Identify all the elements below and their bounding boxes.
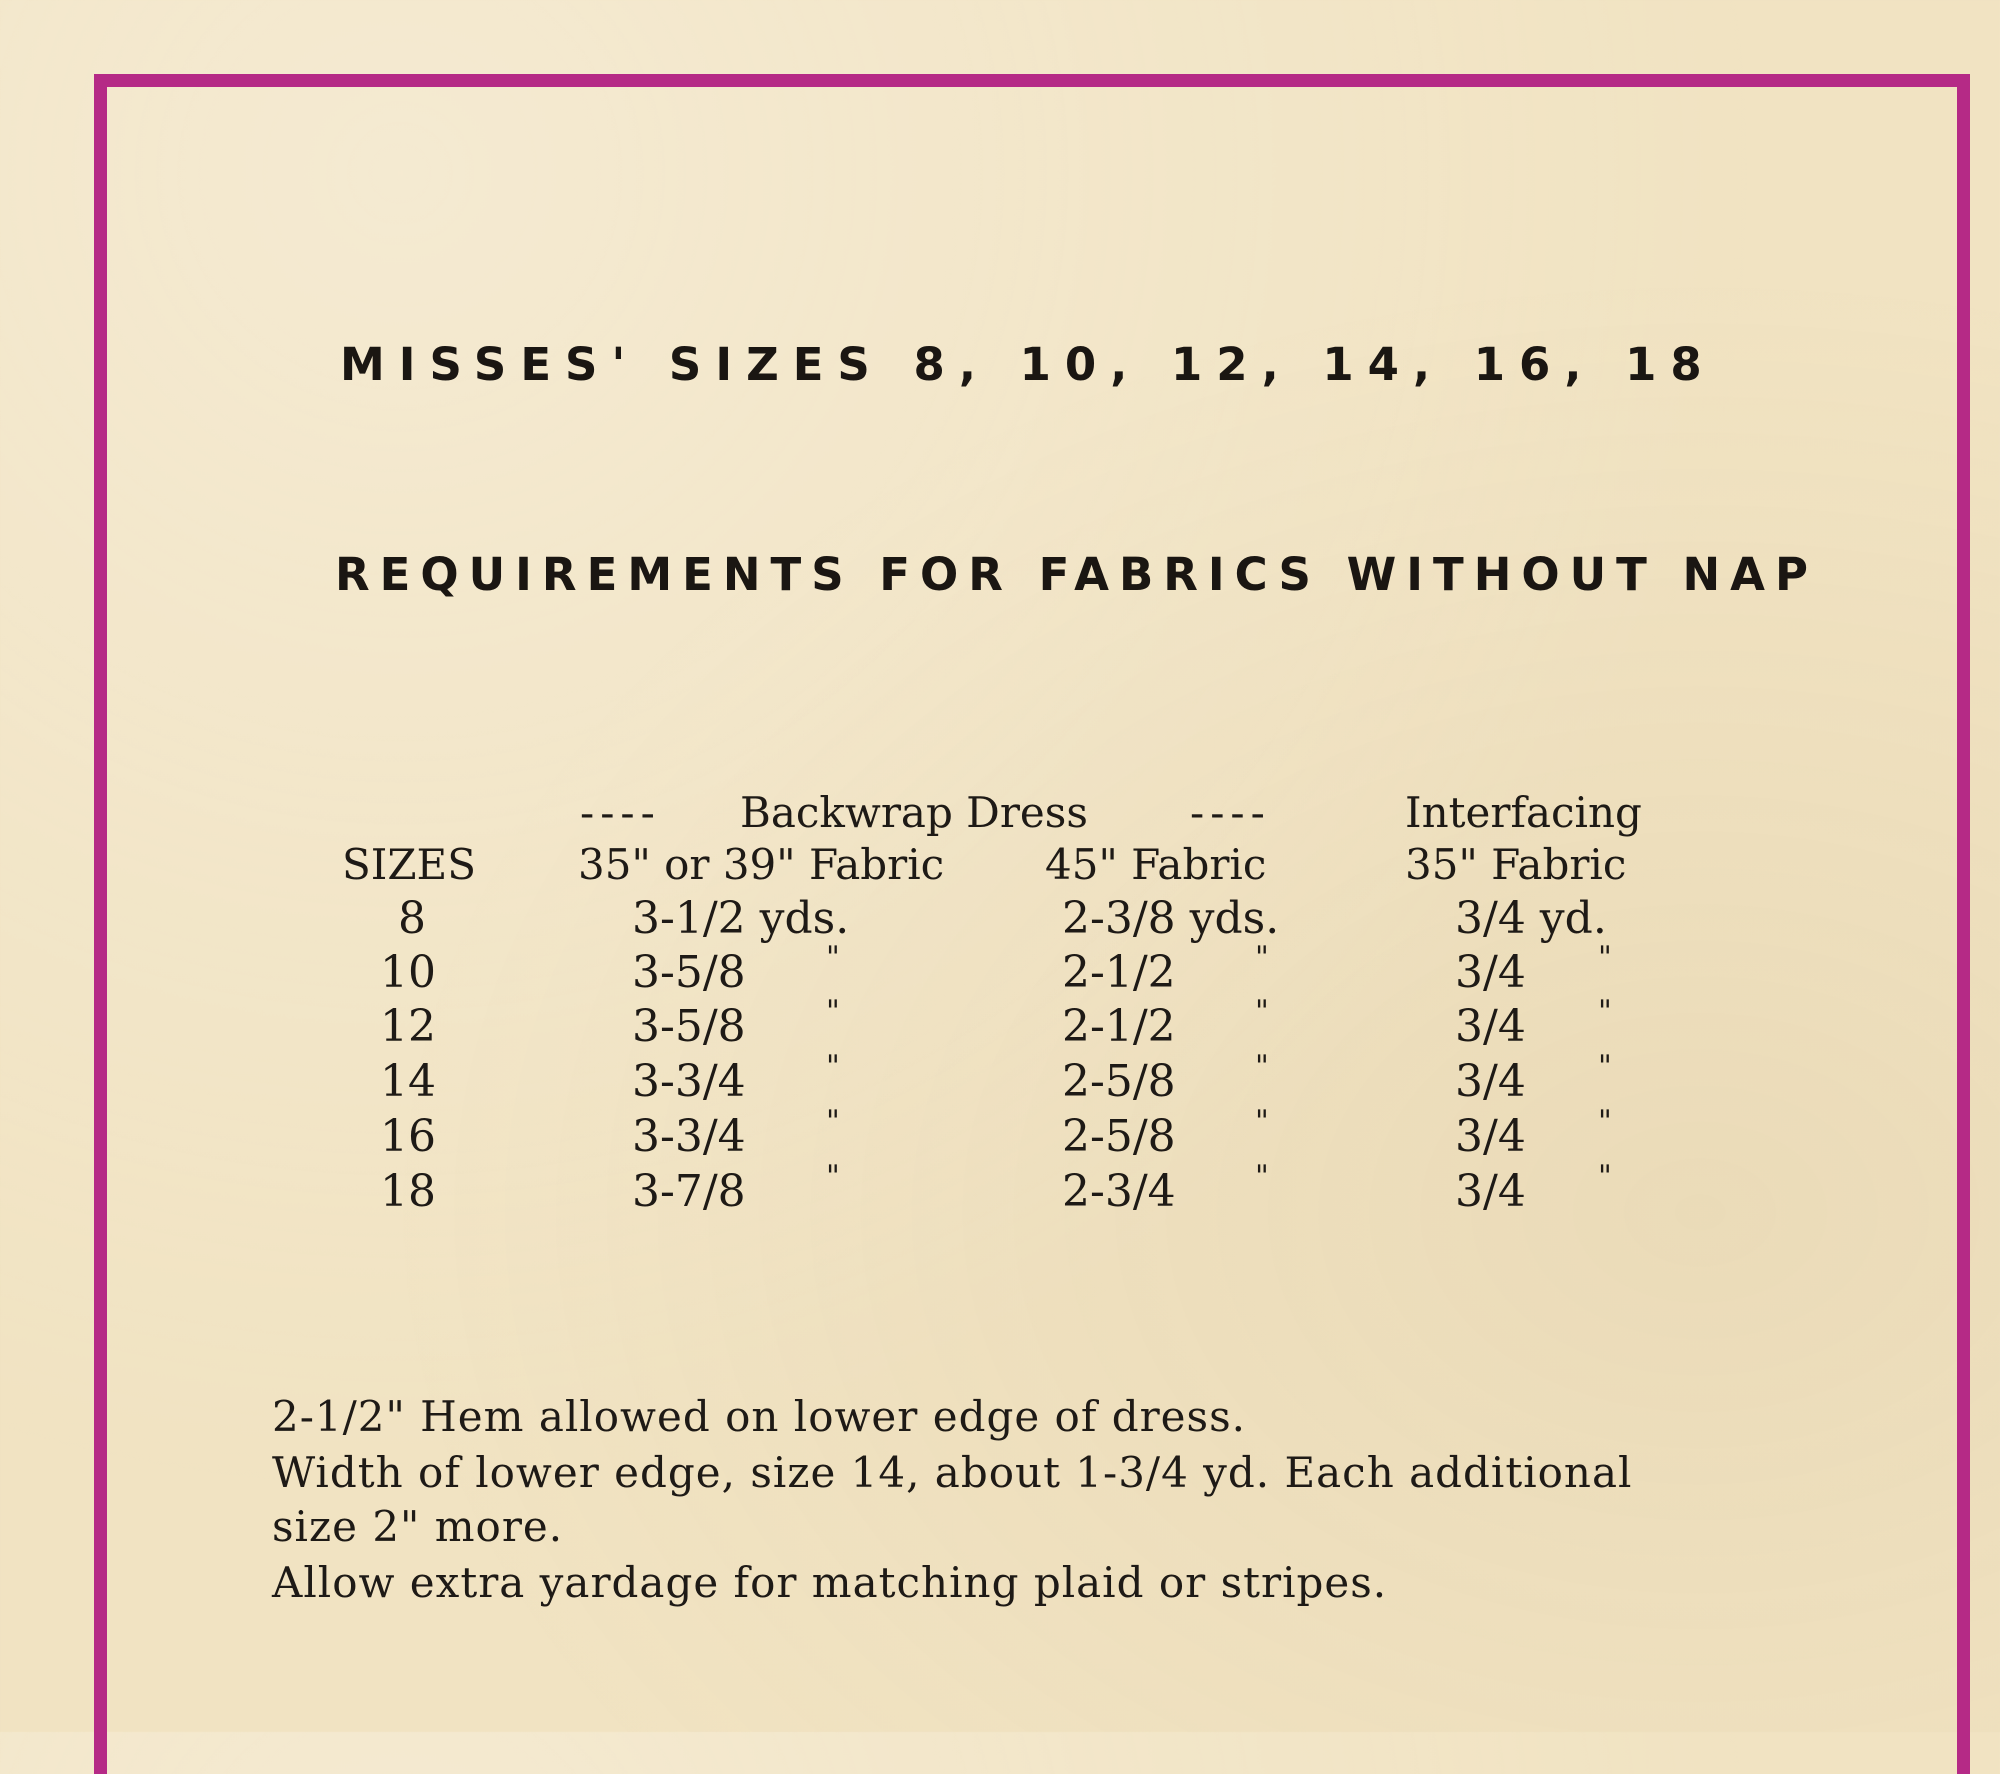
col-header-fabric-35-39: 35" or 39" Fabric <box>578 840 945 889</box>
cell-fabric-45: 2-3/8 yds. <box>1062 893 1280 944</box>
col-header-interfacing-35: 35" Fabric <box>1405 840 1627 889</box>
cell-size: 18 <box>380 1166 436 1217</box>
cell-size: 8 <box>398 893 426 944</box>
cell-fabric-45: 2-1/2 <box>1062 947 1176 998</box>
ditto-mark: " <box>1255 1159 1269 1194</box>
col-header-fabric-45: 45" Fabric <box>1045 840 1267 889</box>
cell-fabric-35-39: 3-5/8 <box>632 1001 746 1052</box>
cell-size: 14 <box>380 1056 436 1107</box>
note-plaid: Allow extra yardage for matching plaid or stripes. <box>272 1558 1388 1607</box>
cell-size: 16 <box>380 1111 436 1162</box>
ditto-mark: " <box>1598 1159 1612 1194</box>
group-dash-right: ---- <box>1190 788 1271 837</box>
col-header-sizes: SIZES <box>342 840 476 889</box>
cell-fabric-45: 2-3/4 <box>1062 1166 1176 1217</box>
cell-interfacing-35: 3/4 <box>1455 1111 1526 1162</box>
cell-fabric-35-39: 3-3/4 <box>632 1111 746 1162</box>
ditto-mark: " <box>826 940 840 975</box>
ditto-mark: " <box>1598 1104 1612 1139</box>
group-dash-left: ---- <box>580 788 661 837</box>
cell-fabric-35-39: 3-5/8 <box>632 947 746 998</box>
cell-interfacing-35: 3/4 <box>1455 1056 1526 1107</box>
cell-fabric-45: 2-1/2 <box>1062 1001 1176 1052</box>
ditto-mark: " <box>826 994 840 1029</box>
ditto-mark: " <box>826 1159 840 1194</box>
cell-fabric-35-39: 3-3/4 <box>632 1056 746 1107</box>
ditto-mark: " <box>826 1104 840 1139</box>
ditto-mark: " <box>1255 940 1269 975</box>
note-width-line-2: size 2" more. <box>272 1502 564 1551</box>
ditto-mark: " <box>1255 994 1269 1029</box>
ditto-mark: " <box>1598 994 1612 1029</box>
note-hem: 2-1/2" Hem allowed on lower edge of dress. <box>272 1392 1246 1441</box>
ditto-mark: " <box>1255 1104 1269 1139</box>
misses-sizes-heading: MISSES' SIZES 8, 10, 12, 14, 16, 18 <box>340 338 1716 391</box>
ditto-mark: " <box>826 1049 840 1084</box>
note-width-line-1: Width of lower edge, size 14, about 1-3/4 yd. Each additional <box>272 1448 1633 1497</box>
cell-fabric-35-39: 3-7/8 <box>632 1166 746 1217</box>
cell-interfacing-35: 3/4 <box>1455 947 1526 998</box>
requirements-heading: REQUIREMENTS FOR FABRICS WITHOUT NAP <box>335 548 1818 601</box>
ditto-mark: " <box>1598 940 1612 975</box>
group-backwrap-dress: Backwrap Dress <box>740 788 1088 837</box>
cell-fabric-45: 2-5/8 <box>1062 1111 1176 1162</box>
cell-fabric-35-39: 3-1/2 yds. <box>632 893 850 944</box>
cell-size: 12 <box>380 1001 436 1052</box>
cell-size: 10 <box>380 947 436 998</box>
group-interfacing: Interfacing <box>1405 788 1642 837</box>
cell-interfacing-35: 3/4 yd. <box>1455 893 1607 944</box>
cell-fabric-45: 2-5/8 <box>1062 1056 1176 1107</box>
ditto-mark: " <box>1255 1049 1269 1084</box>
cell-interfacing-35: 3/4 <box>1455 1166 1526 1217</box>
cell-interfacing-35: 3/4 <box>1455 1001 1526 1052</box>
ditto-mark: " <box>1598 1049 1612 1084</box>
